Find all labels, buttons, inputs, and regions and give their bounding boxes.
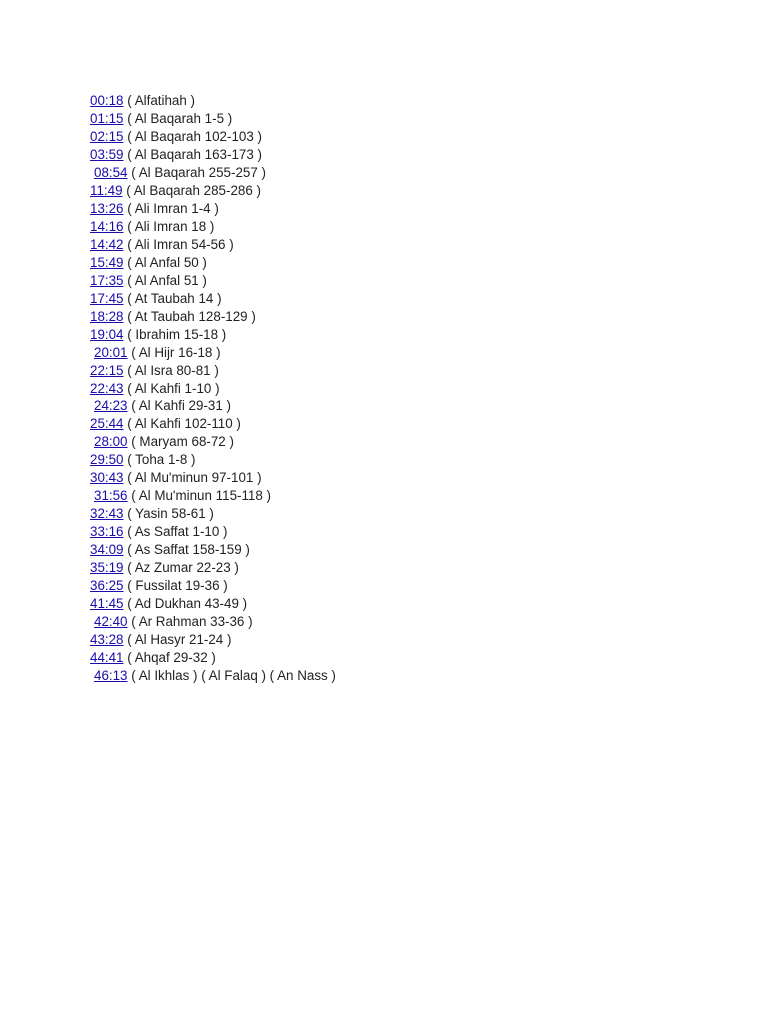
timestamp-link[interactable]: 17:35	[90, 272, 124, 288]
list-item	[90, 613, 336, 631]
surah-label: ( Al Baqarah 163-173 )	[127, 146, 262, 162]
timestamp-link[interactable]: 33:16	[90, 524, 124, 540]
surah-label: ( Fussilat 19-36 )	[127, 578, 228, 594]
timestamp-link[interactable]: 25:44	[90, 416, 124, 432]
timestamp-link[interactable]: 03:59	[90, 146, 124, 162]
list-item	[90, 110, 336, 128]
list-item	[90, 667, 336, 685]
timestamp-link[interactable]: 32:43	[90, 506, 124, 522]
surah-label: ( At Taubah 14 )	[127, 290, 222, 306]
timestamp-link[interactable]: 22:15	[90, 362, 124, 378]
timestamp-link[interactable]: 13:26	[90, 200, 124, 216]
list-item	[90, 92, 336, 110]
timestamp-link[interactable]: 30:43	[90, 470, 124, 486]
surah-label: ( Al Mu'minun 97-101 )	[127, 470, 262, 486]
surah-label: ( Maryam 68-72 )	[131, 434, 234, 450]
surah-label: ( Ahqaf 29-32 )	[127, 650, 216, 666]
timestamp-link[interactable]: 20:01	[94, 344, 128, 360]
surah-label: ( As Saffat 158-159 )	[127, 542, 250, 558]
surah-label: ( Al Kahfi 102-110 )	[127, 416, 241, 432]
list-item	[90, 559, 336, 577]
list-item	[90, 146, 336, 164]
surah-label: ( Ali Imran 1-4 )	[127, 200, 219, 216]
surah-label: ( Al Kahfi 29-31 )	[131, 398, 231, 414]
timestamp-link[interactable]: 00:18	[90, 93, 124, 108]
list-item	[90, 128, 336, 146]
surah-label: ( Toha 1-8 )	[127, 452, 196, 468]
timestamp-link[interactable]: 46:13	[94, 668, 128, 683]
list-item	[90, 380, 336, 398]
timestamp-link[interactable]: 28:00	[94, 434, 128, 450]
timestamp-link[interactable]: 08:54	[94, 164, 128, 180]
surah-label: ( Ibrahim 15-18 )	[127, 326, 227, 342]
list-item	[90, 254, 336, 272]
surah-label: ( Al Baqarah 1-5 )	[127, 110, 233, 126]
surah-label: ( Al Isra 80-81 )	[127, 362, 219, 378]
timestamp-link[interactable]: 11:49	[90, 182, 123, 198]
surah-label: ( As Saffat 1-10 )	[127, 524, 228, 540]
surah-label: ( Al Baqarah 255-257 )	[131, 164, 266, 180]
timestamp-link[interactable]: 43:28	[90, 632, 124, 648]
list-item	[90, 308, 336, 326]
timestamp-list	[90, 92, 336, 685]
surah-label: ( Al Hasyr 21-24 )	[127, 632, 232, 648]
surah-label: ( Al Anfal 50 )	[127, 254, 207, 270]
surah-label: ( Al Ikhlas ) ( Al Falaq ) ( An Nass )	[131, 668, 336, 683]
list-item	[90, 164, 336, 182]
timestamp-link[interactable]: 15:49	[90, 254, 124, 270]
list-item	[90, 200, 336, 218]
timestamp-link[interactable]: 34:09	[90, 542, 124, 558]
surah-label: ( Al Kahfi 1-10 )	[127, 380, 220, 396]
timestamp-link[interactable]: 14:42	[90, 236, 124, 252]
list-item	[90, 631, 336, 649]
list-item	[90, 344, 336, 362]
surah-label: ( Al Baqarah 102-103 )	[127, 128, 262, 144]
surah-label: ( Al Anfal 51 )	[127, 272, 207, 288]
list-item	[90, 397, 336, 415]
surah-label: ( Alfatihah )	[127, 93, 195, 108]
surah-label: ( Al Baqarah 285-286 )	[126, 182, 261, 198]
list-item	[90, 272, 336, 290]
timestamp-link[interactable]: 17:45	[90, 290, 124, 306]
timestamp-link[interactable]: 44:41	[90, 650, 124, 666]
timestamp-link[interactable]: 31:56	[94, 488, 128, 504]
timestamp-link[interactable]: 02:15	[90, 128, 124, 144]
list-item	[90, 649, 336, 667]
surah-label: ( Ali Imran 54-56 )	[127, 236, 234, 252]
surah-label: ( Ar Rahman 33-36 )	[131, 614, 253, 630]
list-item	[90, 505, 336, 523]
list-item	[90, 541, 336, 559]
list-item	[90, 451, 336, 469]
list-item	[90, 218, 336, 236]
timestamp-link[interactable]: 36:25	[90, 578, 124, 594]
list-item	[90, 326, 336, 344]
list-item	[90, 523, 336, 541]
surah-label: ( At Taubah 128-129 )	[127, 308, 256, 324]
timestamp-link[interactable]: 22:43	[90, 380, 124, 396]
list-item	[90, 595, 336, 613]
surah-label: ( Al Hijr 16-18 )	[131, 344, 221, 360]
list-item	[90, 433, 336, 451]
list-item	[90, 362, 336, 380]
timestamp-link[interactable]: 19:04	[90, 326, 124, 342]
timestamp-link[interactable]: 41:45	[90, 596, 124, 612]
list-item	[90, 487, 336, 505]
timestamp-link[interactable]: 35:19	[90, 560, 124, 576]
surah-label: ( Yasin 58-61 )	[127, 506, 214, 522]
timestamp-link[interactable]: 24:23	[94, 398, 128, 414]
timestamp-link[interactable]: 01:15	[90, 110, 124, 126]
timestamp-link[interactable]: 14:16	[90, 218, 124, 234]
timestamp-link[interactable]: 29:50	[90, 452, 124, 468]
list-item	[90, 236, 336, 254]
timestamp-link[interactable]: 18:28	[90, 308, 124, 324]
list-item	[90, 182, 336, 200]
timestamp-link[interactable]: 42:40	[94, 614, 128, 630]
surah-label: ( Al Mu'minun 115-118 )	[131, 488, 271, 504]
surah-label: ( Az Zumar 22-23 )	[127, 560, 239, 576]
surah-label: ( Ali Imran 18 )	[127, 218, 215, 234]
list-item	[90, 415, 336, 433]
list-item	[90, 469, 336, 487]
list-item	[90, 290, 336, 308]
surah-label: ( Ad Dukhan 43-49 )	[127, 596, 248, 612]
list-item	[90, 577, 336, 595]
